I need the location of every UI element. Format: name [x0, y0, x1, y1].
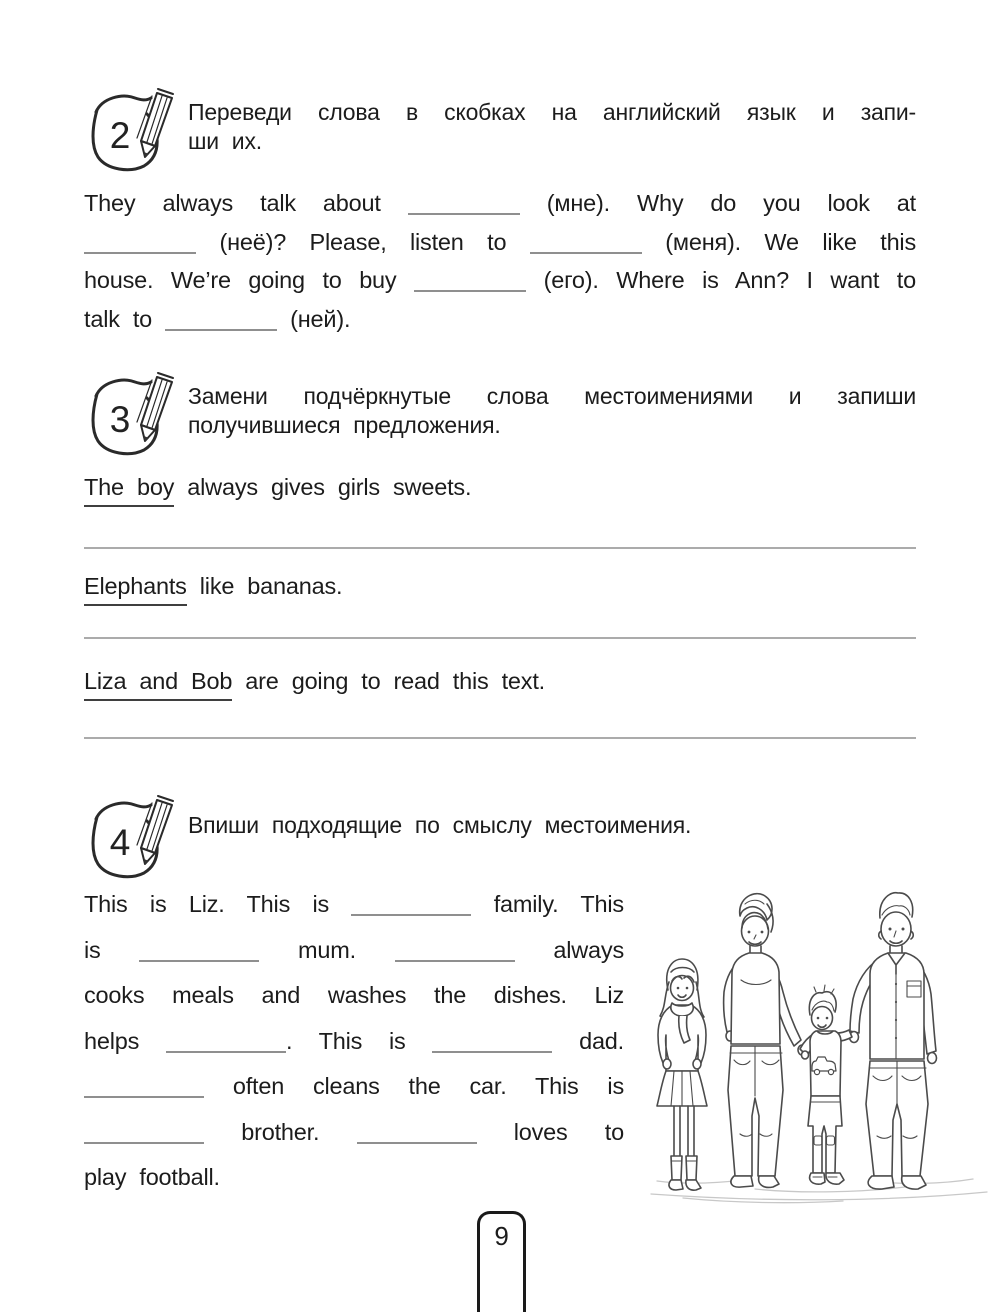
exercise-4-pencil-badge-icon	[84, 793, 178, 887]
exercise-4-header	[84, 793, 916, 887]
text-line: получившиеся предложения.	[188, 412, 501, 438]
text-line: brother. loves to	[84, 1110, 624, 1156]
write-in-blank	[139, 946, 259, 962]
text-line: The boy always gives girls sweets.	[84, 470, 916, 504]
exercise-4-number: 4	[109, 822, 131, 863]
text-line: talk to (ней).	[84, 305, 351, 332]
write-in-blank	[530, 238, 642, 254]
text-line: play football.	[84, 1164, 220, 1190]
answer-line	[84, 737, 916, 739]
mother-figure	[724, 894, 806, 1188]
exercise-2-instruction	[188, 86, 916, 156]
answer-line	[84, 637, 916, 639]
text-line: They always talk about (мне). Why do you look at	[84, 190, 916, 216]
page-number-tab	[477, 1211, 526, 1312]
exercise-2-pencil-badge-icon	[84, 86, 178, 180]
exercise-3-number: 3	[109, 399, 131, 440]
text-line: Переведи слова в скобках на английский язык и запи-	[188, 99, 916, 125]
write-in-blank	[395, 946, 515, 962]
underlined-words: The boy	[84, 474, 174, 507]
write-in-blank	[84, 238, 196, 254]
text-line: cooks meals and washes the dishes. Liz	[84, 982, 624, 1008]
sentence-item	[84, 569, 916, 603]
text-line: is mum. always	[84, 936, 624, 963]
exercise-2-header	[84, 86, 916, 180]
text-line: Впиши подходящие по смыслу местоимения.	[188, 812, 692, 838]
sentence-item	[84, 470, 916, 504]
write-in-blank	[432, 1037, 552, 1053]
father-figure	[850, 893, 937, 1189]
write-in-blank	[351, 900, 471, 916]
text-line: house. We’re going to buy (его). Where is Ann? I want to	[84, 267, 916, 294]
write-in-blank	[414, 276, 526, 292]
underlined-words: Liza and Bob	[84, 668, 232, 701]
text-line: This is Liz. This is family. This	[84, 891, 624, 917]
exercise-3-items	[84, 470, 916, 739]
write-in-blank	[408, 199, 520, 215]
sentence-item	[84, 664, 916, 698]
son-figure	[800, 985, 852, 1184]
text-line: Elephants like bananas.	[84, 569, 916, 603]
exercise-2-text	[84, 184, 916, 338]
daughter-figure	[657, 959, 707, 1190]
text-line: (неё)? Please, listen to (меня). We like this	[84, 223, 916, 262]
exercise-2-number: 2	[109, 115, 131, 156]
write-in-blank	[84, 1082, 204, 1098]
write-in-blank	[357, 1128, 477, 1144]
text-line: often cleans the car. This is	[84, 1064, 624, 1110]
text-line: Замени подчёркнутые слова местоимениями и запиши	[188, 383, 916, 409]
answer-line	[84, 547, 916, 549]
write-in-blank	[84, 1128, 204, 1144]
exercise-3-header	[84, 370, 916, 464]
write-in-blank	[165, 315, 277, 331]
exercise-3-instruction	[188, 370, 916, 440]
exercise-3-pencil-badge-icon	[84, 370, 178, 464]
text-line: Liza and Bob are going to read this text.	[84, 664, 916, 698]
exercise-4-text	[84, 882, 624, 1201]
text-line: helps . This is dad.	[84, 1027, 625, 1054]
underlined-words: Elephants	[84, 573, 187, 606]
text-line: ши их.	[188, 128, 262, 154]
page-number: 9	[494, 1221, 509, 1251]
family-illustration	[643, 884, 995, 1210]
write-in-blank	[166, 1037, 286, 1053]
exercise-4-instruction	[188, 793, 916, 840]
